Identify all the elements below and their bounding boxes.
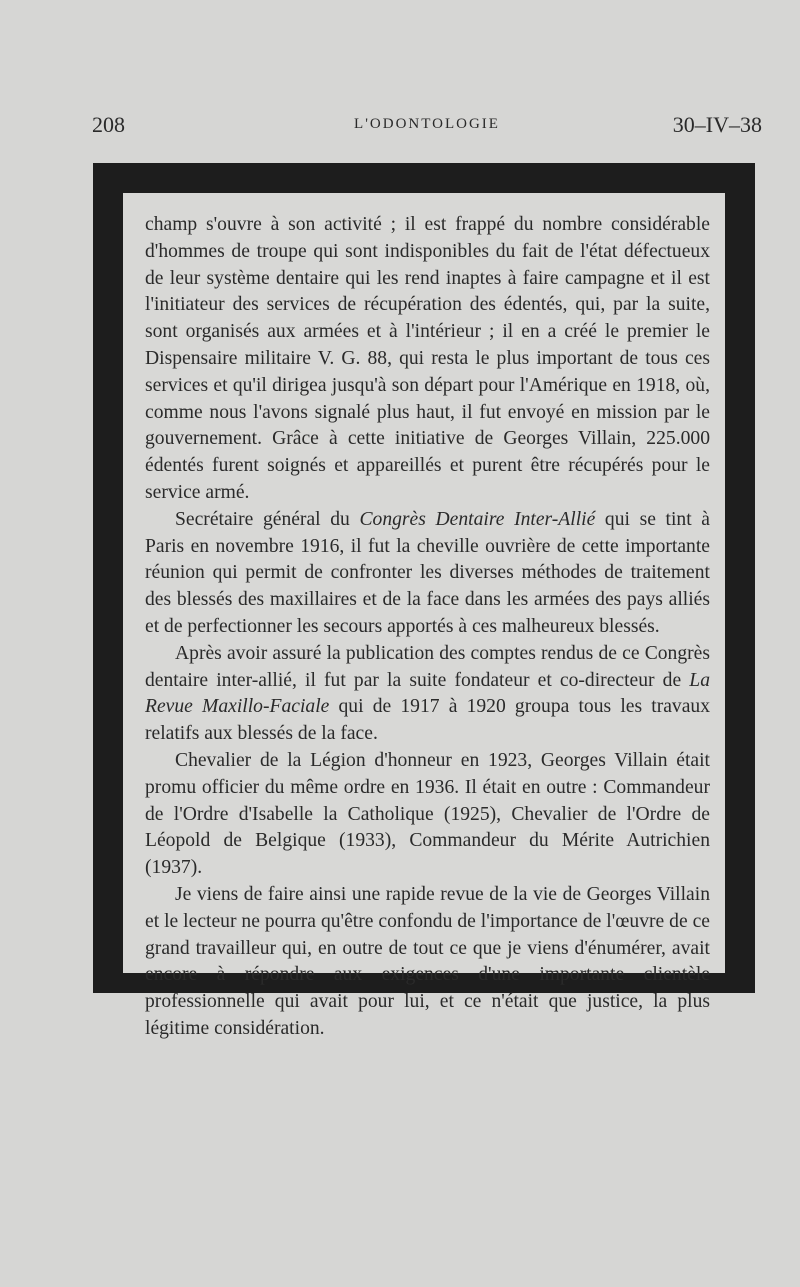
issue-date: 30–IV–38 — [672, 112, 762, 137]
paragraph-2-text-a: Secrétaire général du — [175, 508, 360, 530]
paragraph-2 — [145, 507, 710, 641]
paragraph-1: champ s'ouvre à son activité ; il est frappé du nombre considérable d'hommes de troupe qui sont indisponibles du fait de l'état défectueux de leur système dentaire qui les rend inaptes à faire campagne et il est l'initiateur des services de récupération des édentés, qui, par la suite, sont organisés aux armées et à l'intérieur ; il en a créé le premier le Dispensaire militaire V. G. 88, qui resta le plus important de tous ces services et qu'il dirigea jusqu'à son départ pour l'Amérique en 1918, où, comme nous l'avons signalé plus haut, il fut envoyé en mission par le gouvernement. Grâce à cette initiative de Georges Villain, 225.000 édentés furent soignés et appareillés et purent être récupérés pour le service armé. — [145, 214, 710, 503]
paragraph-4: Chevalier de la Légion d'honneur en 1923, Georges Villain était promu officier du même ordre en 1936. Il était en outre : Commandeur de l'Ordre d'Isabelle la Catholique (1925), Chevalier de l'Ordre de Léopold de Belgique (1933), Commandeur du Mérite Autrichien (1937). — [145, 749, 710, 879]
running-header — [92, 112, 762, 142]
page-number: 208 — [92, 112, 125, 137]
paragraph-2-text-b: qui se tint à Paris en novembre 1916, il fut la cheville ouvrière de cette importante réunion qui permit de confronter les diverses méthodes de traitement des blessés des maxillaires et de la face dans les armées des pays alliés et de perfectionner les secours apportés à ces malheureux blessés. — [145, 508, 710, 637]
paragraph-3-text-b: qui de 1917 à 1920 groupa tous les travaux relatifs aux blessés de la face. — [145, 696, 710, 745]
paragraph-3-text-a: Après avoir assuré la publication des comptes rendus de ce Congrès dentaire inter-allié, il fut par la suite fondateur et co-directeur de — [145, 642, 710, 691]
revue-title: La Revue Maxillo-Faciale — [145, 669, 710, 718]
article-body — [145, 212, 710, 1043]
journal-title: L'ODONTOLOGIE — [354, 116, 500, 132]
paragraph-3 — [145, 641, 710, 748]
congress-title: Congrès Dentaire Inter-Allié — [359, 508, 596, 530]
paragraph-5: Je viens de faire ainsi une rapide revue de la vie de Georges Villain et le lecteur ne pourra qu'être confondu de l'importance de l'œuvre de ce grand travailleur qui, en outre de tout ce que je viens d'énumérer, avait encore à répondre aux exigences d'une importante clientèle professionnelle qui avait pour lui, et ce n'était que justice, la plus légitime considération. — [145, 883, 710, 1039]
